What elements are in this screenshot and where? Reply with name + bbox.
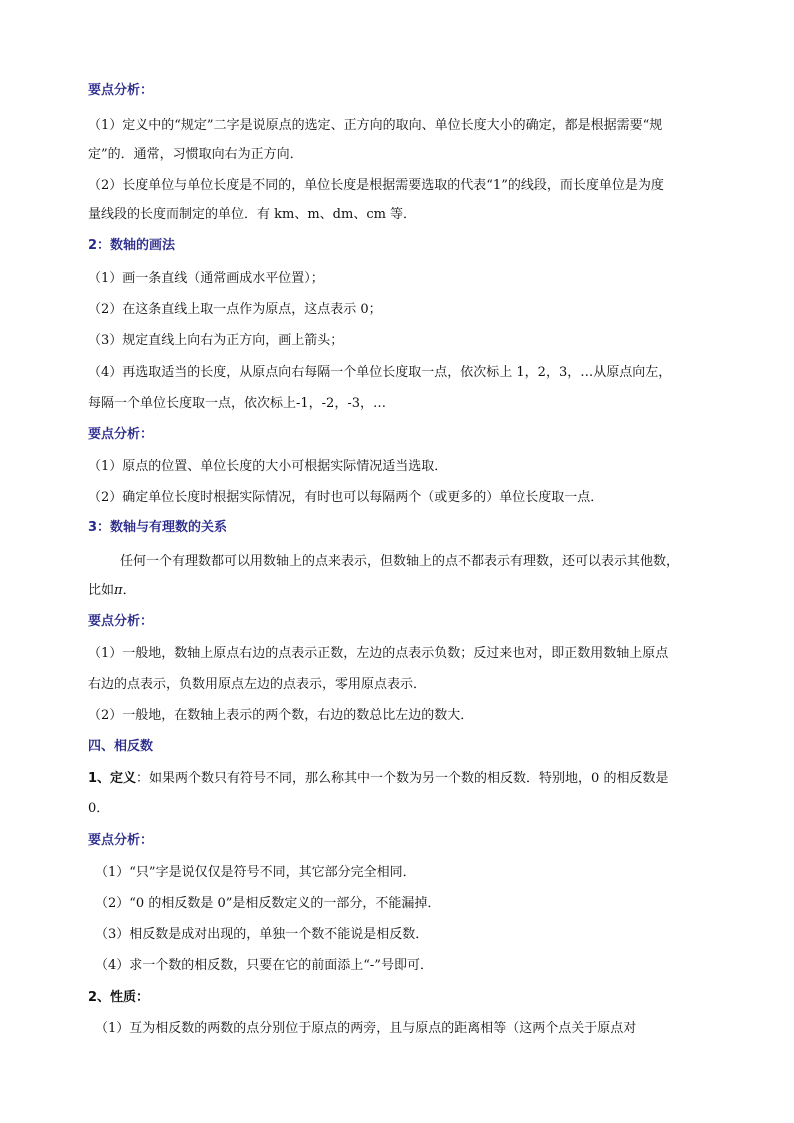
paragraph-line: （4）求一个数的相反数，只要在它的前面添上“-”号即可． (95, 958, 433, 973)
text-run: ． (122, 583, 136, 598)
paragraph-line: 右边的点表示，负数用原点左边的点表示，零用原点表示． (88, 677, 427, 692)
section-heading: 2：数轴的画法 (88, 238, 176, 253)
list-item: 每隔一个单位长度取一点，依次标上-1，-2，-3，… (88, 396, 386, 411)
paragraph-line: 量线段的长度而制定的单位．有 km、m、dm、cm 等． (88, 207, 417, 222)
section-heading: 3：数轴与有理数的关系 (88, 520, 228, 535)
paragraph-line: （1）原点的位置、单位长度的大小可根据实际情况适当选取． (88, 459, 448, 474)
text-run: ：如果两个数只有符号不同，那么称其中一个数为另一个数的相反数．特别地，0 的相反数是 (136, 771, 669, 786)
paragraph-line: 任何一个有理数都可以用数轴上的点来表示，但数轴上的点不都表示有理数，还可以表示其他数， (120, 554, 680, 569)
section-heading: 四、相反数 (88, 739, 154, 754)
paragraph-line: （2）一般地，在数轴上表示的两个数，右边的数总比左边的数大． (88, 708, 474, 723)
paragraph-line: 0． (88, 801, 110, 816)
definition-line (88, 770, 668, 788)
key-points-heading: 要点分析： (88, 427, 154, 442)
list-item: （4）再选取适当的长度，从原点向右每隔一个单位长度取一点，依次标上 1，2，3，…从原点向左， (88, 365, 672, 380)
text-run: 比如 (88, 583, 115, 598)
paragraph-line: （2）“0 的相反数是 0”是相反数定义的一部分，不能漏掉． (95, 896, 441, 911)
pi-symbol: π (114, 583, 123, 598)
paragraph-line: （1）一般地，数轴上原点右边的点表示正数，左边的点表示负数；反过来也对，即正数用数轴上原点 (88, 646, 669, 661)
key-points-heading: 要点分析： (88, 614, 154, 629)
paragraph-line: （1）定义中的“规定”二字是说原点的选定、正方向的取向、单位长度大小的确定，都是根据需要“规 (88, 118, 663, 133)
section-heading: 2、性质： (88, 990, 150, 1005)
paragraph-line (88, 582, 136, 600)
paragraph-line: 定”的．通常，习惯取向右为正方向． (88, 147, 303, 162)
paragraph-line: （1）互为相反数的两数的点分别位于原点的两旁，且与原点的距离相等（这两个点关于原点对 (95, 1021, 637, 1036)
paragraph-line: （2）长度单位与单位长度是不同的，单位长度是根据需要选取的代表“1”的线段，而长度单位是为度 (88, 178, 664, 193)
list-item: （1）画一条直线（通常画成水平位置）； (88, 271, 324, 286)
key-points-heading: 要点分析： (88, 833, 154, 848)
list-item: （3）规定直线上向右为正方向，画上箭头； (88, 333, 344, 348)
key-points-heading: 要点分析： (88, 83, 154, 98)
paragraph-line: （1）“只”字是说仅仅是符号不同，其它部分完全相同． (95, 865, 416, 880)
paragraph-line: （2）确定单位长度时根据实际情况，有时也可以每隔两个（或更多的）单位长度取一点． (88, 490, 604, 505)
paragraph-line: （3）相反数是成对出现的，单独一个数不能说是相反数． (95, 927, 429, 942)
list-item: （2）在这条直线上取一点作为原点，这点表示 0； (88, 302, 382, 317)
definition-label: 1、定义 (88, 771, 137, 786)
